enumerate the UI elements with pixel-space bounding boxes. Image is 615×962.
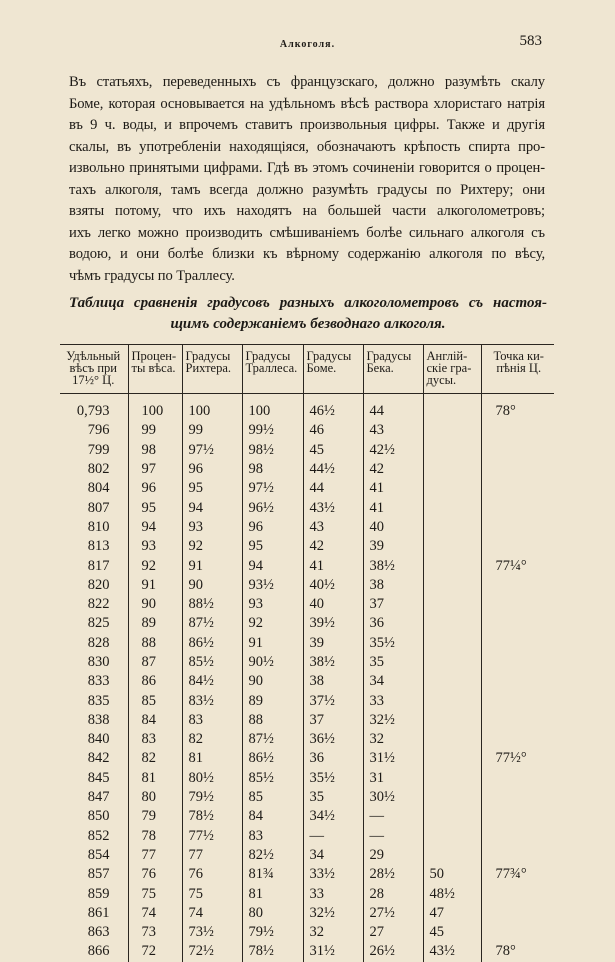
cell-baume: 43 <box>303 518 363 537</box>
cell-baume: 46 <box>303 421 363 440</box>
table-row <box>60 807 554 826</box>
cell-english <box>423 711 481 730</box>
cell-english <box>423 827 481 846</box>
table-row <box>60 711 554 730</box>
cell-tralles: 82½ <box>242 846 303 865</box>
cell-baume: 44 <box>303 479 363 498</box>
cell-beck: 44 <box>363 394 423 422</box>
table-row <box>60 653 554 672</box>
cell-beck: 37 <box>363 595 423 614</box>
paragraph-line: извольно принятыми цифрами. Гдѣ въ этомъ сочиненіи говорится о процен- <box>69 160 545 176</box>
paragraph-line: скалы, въ употребленіи находящіяся, обозначаютъ крѣпость спирта про- <box>69 138 545 155</box>
cell-percent: 99 <box>128 421 182 440</box>
cell-boiling-point: 77¼° <box>481 556 554 575</box>
cell-tralles: 89 <box>242 691 303 710</box>
cell-specific-gravity: 835 <box>87 692 110 709</box>
cell-boiling-point <box>481 441 554 460</box>
cell-english <box>423 672 481 691</box>
cell-richter: 87½ <box>182 614 242 633</box>
cell-specific-gravity: 842 <box>87 750 110 767</box>
cell-tralles: 78½ <box>242 942 303 961</box>
header-beck: Градусы Бека. <box>363 345 423 394</box>
cell-baume: 44½ <box>303 460 363 479</box>
cell-specific-gravity: 804 <box>87 480 110 497</box>
table-header-row <box>60 345 554 394</box>
table-row <box>60 730 554 749</box>
cell-beck: 36 <box>363 614 423 633</box>
cell-baume: 37 <box>303 711 363 730</box>
cell-tralles: 99½ <box>242 421 303 440</box>
cell-percent: 90 <box>128 595 182 614</box>
cell-beck: 29 <box>363 846 423 865</box>
cell-tralles: 88 <box>242 711 303 730</box>
cell-percent: 93 <box>128 537 182 556</box>
cell-boiling-point: 77¾° <box>481 865 554 884</box>
cell-tralles: 96 <box>242 518 303 537</box>
cell-specific-gravity: 854 <box>87 846 110 863</box>
table-row <box>60 441 554 460</box>
cell-boiling-point <box>481 479 554 498</box>
cell-baume: 35½ <box>303 769 363 788</box>
table-row <box>60 518 554 537</box>
cell-boiling-point <box>481 923 554 942</box>
header-tralles: Градусы Траллеса. <box>242 345 303 394</box>
running-title: Алкоголя. <box>279 39 336 50</box>
cell-specific-gravity: 850 <box>87 808 110 825</box>
cell-english <box>423 479 481 498</box>
cell-tralles: 84 <box>242 807 303 826</box>
table-row <box>60 904 554 923</box>
cell-baume: 39½ <box>303 614 363 633</box>
cell-baume: 36½ <box>303 730 363 749</box>
cell-english <box>423 749 481 768</box>
cell-baume: 34½ <box>303 807 363 826</box>
cell-beck: 32½ <box>363 711 423 730</box>
cell-beck: 41 <box>363 498 423 517</box>
paragraph-line: взяты потому, что ихъ находятъ на большей части алкоголометровъ; <box>69 203 545 219</box>
cell-beck: 28 <box>363 884 423 903</box>
cell-percent: 94 <box>128 518 182 537</box>
cell-specific-gravity: 799 <box>87 441 110 458</box>
caption-line-2: щимъ содержаніемъ безводнаго алкоголя. <box>170 316 446 332</box>
cell-boiling-point <box>481 672 554 691</box>
cell-english <box>423 537 481 556</box>
cell-percent: 97 <box>128 460 182 479</box>
cell-specific-gravity: 0,793 <box>76 403 110 420</box>
cell-specific-gravity: 847 <box>87 789 110 806</box>
table-row <box>60 595 554 614</box>
cell-specific-gravity: 838 <box>87 711 110 728</box>
cell-beck: 39 <box>363 537 423 556</box>
cell-specific-gravity: 807 <box>87 499 110 516</box>
cell-boiling-point <box>481 807 554 826</box>
cell-beck: 40 <box>363 518 423 537</box>
cell-english <box>423 691 481 710</box>
cell-specific-gravity: 822 <box>87 596 110 613</box>
cell-baume: 32½ <box>303 904 363 923</box>
cell-percent: 74 <box>128 904 182 923</box>
cell-percent: 89 <box>128 614 182 633</box>
cell-boiling-point <box>481 634 554 653</box>
cell-richter: 95 <box>182 479 242 498</box>
paragraph-line: Боме, которая основывается на удѣльномъ вѣсѣ раствора хлористаго натрія <box>69 95 545 112</box>
cell-beck: 33 <box>363 691 423 710</box>
cell-tralles: 80 <box>242 904 303 923</box>
cell-english <box>423 807 481 826</box>
cell-english <box>423 576 481 595</box>
table-row <box>60 479 554 498</box>
cell-baume: 40 <box>303 595 363 614</box>
cell-richter: 88½ <box>182 595 242 614</box>
cell-tralles: 83 <box>242 827 303 846</box>
table-row <box>60 827 554 846</box>
cell-boiling-point <box>481 827 554 846</box>
cell-boiling-point <box>481 421 554 440</box>
cell-beck: 32 <box>363 730 423 749</box>
cell-specific-gravity: 828 <box>87 634 110 651</box>
cell-specific-gravity: 810 <box>87 518 110 535</box>
cell-baume: 35 <box>303 788 363 807</box>
cell-richter: 93 <box>182 518 242 537</box>
cell-specific-gravity: 817 <box>87 557 110 574</box>
cell-tralles: 98 <box>242 460 303 479</box>
cell-specific-gravity: 802 <box>87 461 110 478</box>
cell-richter: 99 <box>182 421 242 440</box>
cell-baume: 36 <box>303 749 363 768</box>
cell-baume: 37½ <box>303 691 363 710</box>
table-row <box>60 614 554 633</box>
cell-english: 47 <box>423 904 481 923</box>
cell-richter: 96 <box>182 460 242 479</box>
cell-richter: 74 <box>182 904 242 923</box>
cell-percent: 91 <box>128 576 182 595</box>
paragraph-line: ихъ легко можно производить смѣшиваніемъ болѣе сильнаго алкоголя съ <box>69 224 545 241</box>
table-row <box>60 846 554 865</box>
cell-tralles: 90½ <box>242 653 303 672</box>
cell-percent: 86 <box>128 672 182 691</box>
cell-percent: 87 <box>128 653 182 672</box>
cell-richter: 90 <box>182 576 242 595</box>
cell-tralles: 81¾ <box>242 865 303 884</box>
cell-boiling-point <box>481 769 554 788</box>
cell-beck: 35½ <box>363 634 423 653</box>
cell-richter: 80½ <box>182 769 242 788</box>
cell-english <box>423 653 481 672</box>
cell-percent: 84 <box>128 711 182 730</box>
body-paragraph <box>69 72 545 287</box>
cell-tralles: 87½ <box>242 730 303 749</box>
cell-tralles: 91 <box>242 634 303 653</box>
cell-baume: 39 <box>303 634 363 653</box>
paragraph-line: въ 9 ч. воды, и впрочемъ ставитъ произвольныя цифры. Также и другія <box>69 117 545 133</box>
cell-richter: 100 <box>182 394 242 422</box>
table-row <box>60 634 554 653</box>
cell-percent: 95 <box>128 498 182 517</box>
table-row <box>60 691 554 710</box>
cell-english: 45 <box>423 923 481 942</box>
cell-tralles: 90 <box>242 672 303 691</box>
cell-specific-gravity: 796 <box>87 422 110 439</box>
cell-baume: 33 <box>303 884 363 903</box>
cell-percent: 73 <box>128 923 182 942</box>
paragraph-line: Въ статьяхъ, переведенныхъ съ французскаго, должно разумѣть скалу <box>69 74 545 90</box>
cell-beck: 27 <box>363 923 423 942</box>
cell-tralles: 100 <box>242 394 303 422</box>
cell-specific-gravity: 859 <box>87 885 110 902</box>
header-richter: Градусы Рихтера. <box>182 345 242 394</box>
cell-beck: 43 <box>363 421 423 440</box>
cell-beck: 27½ <box>363 904 423 923</box>
cell-boiling-point <box>481 595 554 614</box>
table-row <box>60 537 554 556</box>
cell-richter: 91 <box>182 556 242 575</box>
table-row <box>60 394 554 422</box>
cell-boiling-point <box>481 460 554 479</box>
cell-richter: 79½ <box>182 788 242 807</box>
header-percent-by-weight: Процен-ты вѣса. <box>128 345 182 394</box>
paragraph-line: водою, и они болѣе близки къ вѣрному содержанію алкоголя по вѣсу, <box>69 246 545 262</box>
cell-baume: 40½ <box>303 576 363 595</box>
cell-percent: 100 <box>128 394 182 422</box>
cell-tralles: 93½ <box>242 576 303 595</box>
cell-percent: 79 <box>128 807 182 826</box>
cell-richter: 76 <box>182 865 242 884</box>
cell-boiling-point <box>481 730 554 749</box>
cell-richter: 94 <box>182 498 242 517</box>
cell-english <box>423 634 481 653</box>
cell-richter: 84½ <box>182 672 242 691</box>
cell-beck: 26½ <box>363 942 423 961</box>
cell-tralles: 92 <box>242 614 303 633</box>
cell-english <box>423 846 481 865</box>
table-row <box>60 942 554 961</box>
cell-richter: 83 <box>182 711 242 730</box>
cell-richter: 85½ <box>182 653 242 672</box>
cell-english: 43½ <box>423 942 481 961</box>
cell-english <box>423 614 481 633</box>
cell-specific-gravity: 813 <box>87 538 110 555</box>
table-row <box>60 769 554 788</box>
cell-baume: 41 <box>303 556 363 575</box>
cell-boiling-point <box>481 498 554 517</box>
cell-baume: 33½ <box>303 865 363 884</box>
cell-beck: 34 <box>363 672 423 691</box>
cell-english: 50 <box>423 865 481 884</box>
table-row <box>60 749 554 768</box>
cell-boiling-point <box>481 691 554 710</box>
cell-tralles: 79½ <box>242 923 303 942</box>
cell-boiling-point <box>481 711 554 730</box>
cell-baume: 38 <box>303 672 363 691</box>
cell-percent: 96 <box>128 479 182 498</box>
cell-percent: 78 <box>128 827 182 846</box>
cell-boiling-point <box>481 576 554 595</box>
cell-richter: 82 <box>182 730 242 749</box>
alcoholometer-table <box>60 344 554 962</box>
cell-richter: 86½ <box>182 634 242 653</box>
cell-percent: 80 <box>128 788 182 807</box>
cell-beck: 41 <box>363 479 423 498</box>
cell-tralles: 85 <box>242 788 303 807</box>
table-row <box>60 556 554 575</box>
cell-specific-gravity: 863 <box>87 924 110 941</box>
cell-boiling-point <box>481 653 554 672</box>
page-number: 583 <box>519 33 542 49</box>
cell-percent: 85 <box>128 691 182 710</box>
cell-boiling-point <box>481 846 554 865</box>
cell-percent: 88 <box>128 634 182 653</box>
table-row <box>60 421 554 440</box>
cell-baume: 43½ <box>303 498 363 517</box>
cell-richter: 72½ <box>182 942 242 961</box>
cell-beck: 28½ <box>363 865 423 884</box>
cell-english <box>423 730 481 749</box>
cell-baume: 34 <box>303 846 363 865</box>
table-row <box>60 672 554 691</box>
cell-beck: 31½ <box>363 749 423 768</box>
paragraph-line: тахъ алкоголя, тамъ всегда должно разумѣть градусы по Рихтеру; они <box>69 181 545 198</box>
cell-tralles: 94 <box>242 556 303 575</box>
header-baume: Градусы Боме. <box>303 345 363 394</box>
cell-tralles: 98½ <box>242 441 303 460</box>
cell-percent: 83 <box>128 730 182 749</box>
header-boiling-point: Точка ки-пѣнія Ц. <box>481 345 554 394</box>
cell-english <box>423 498 481 517</box>
cell-beck: — <box>363 827 423 846</box>
cell-boiling-point <box>481 904 554 923</box>
cell-specific-gravity: 830 <box>87 654 110 670</box>
cell-tralles: 81 <box>242 884 303 903</box>
cell-beck: 30½ <box>363 788 423 807</box>
cell-english <box>423 556 481 575</box>
cell-richter: 75 <box>182 884 242 903</box>
cell-boiling-point: 78° <box>481 394 554 422</box>
cell-specific-gravity: 840 <box>87 731 110 748</box>
cell-percent: 81 <box>128 769 182 788</box>
cell-percent: 98 <box>128 441 182 460</box>
cell-specific-gravity: 845 <box>87 769 110 786</box>
cell-baume: 45 <box>303 441 363 460</box>
cell-percent: 82 <box>128 749 182 768</box>
table-row <box>60 884 554 903</box>
table-row <box>60 865 554 884</box>
cell-english <box>423 394 481 422</box>
paragraph-line: чѣмъ градусы по Траллесу. <box>69 267 235 284</box>
table-caption <box>69 293 547 335</box>
table-row <box>60 788 554 807</box>
cell-percent: 75 <box>128 884 182 903</box>
cell-percent: 76 <box>128 865 182 884</box>
cell-boiling-point <box>481 788 554 807</box>
cell-beck: 35 <box>363 653 423 672</box>
cell-specific-gravity: 852 <box>87 827 110 844</box>
page-header <box>0 33 615 53</box>
cell-percent: 92 <box>128 556 182 575</box>
cell-english <box>423 788 481 807</box>
cell-specific-gravity: 857 <box>87 866 110 883</box>
cell-tralles: 96½ <box>242 498 303 517</box>
cell-specific-gravity: 825 <box>87 615 110 632</box>
cell-baume: 38½ <box>303 653 363 672</box>
cell-richter: 78½ <box>182 807 242 826</box>
cell-boiling-point: 78° <box>481 942 554 961</box>
cell-boiling-point <box>481 537 554 556</box>
cell-specific-gravity: 861 <box>87 904 110 921</box>
cell-tralles: 85½ <box>242 769 303 788</box>
cell-specific-gravity: 833 <box>87 673 110 690</box>
cell-boiling-point <box>481 884 554 903</box>
table-row <box>60 498 554 517</box>
cell-richter: 97½ <box>182 441 242 460</box>
cell-beck: 42½ <box>363 441 423 460</box>
cell-baume: — <box>303 827 363 846</box>
cell-english <box>423 460 481 479</box>
cell-richter: 77½ <box>182 827 242 846</box>
cell-specific-gravity: 820 <box>87 576 110 593</box>
cell-tralles: 95 <box>242 537 303 556</box>
cell-richter: 83½ <box>182 691 242 710</box>
table-row <box>60 576 554 595</box>
cell-richter: 73½ <box>182 923 242 942</box>
cell-tralles: 93 <box>242 595 303 614</box>
cell-english <box>423 595 481 614</box>
cell-percent: 77 <box>128 846 182 865</box>
table-row <box>60 460 554 479</box>
cell-beck: 42 <box>363 460 423 479</box>
cell-beck: 31 <box>363 769 423 788</box>
cell-boiling-point: 77½° <box>481 749 554 768</box>
cell-richter: 92 <box>182 537 242 556</box>
cell-boiling-point <box>481 614 554 633</box>
caption-line-1: Таблица сравненія градусовъ разныхъ алкоголометровъ съ настоя- <box>69 295 547 311</box>
table-row <box>60 923 554 942</box>
cell-specific-gravity: 866 <box>87 943 110 960</box>
cell-english: 48½ <box>423 884 481 903</box>
cell-richter: 81 <box>182 749 242 768</box>
header-english: Англій-скіе гра-дусы. <box>423 345 481 394</box>
table-body <box>60 394 554 962</box>
cell-baume: 32 <box>303 923 363 942</box>
cell-english <box>423 441 481 460</box>
cell-english <box>423 421 481 440</box>
cell-baume: 42 <box>303 537 363 556</box>
cell-boiling-point <box>481 518 554 537</box>
cell-richter: 77 <box>182 846 242 865</box>
cell-baume: 46½ <box>303 394 363 422</box>
cell-beck: — <box>363 807 423 826</box>
cell-percent: 72 <box>128 942 182 961</box>
cell-tralles: 86½ <box>242 749 303 768</box>
cell-english <box>423 518 481 537</box>
cell-baume: 31½ <box>303 942 363 961</box>
cell-tralles: 97½ <box>242 479 303 498</box>
cell-english <box>423 769 481 788</box>
cell-beck: 38½ <box>363 556 423 575</box>
header-specific-gravity: Удѣльный вѣсъ при 17½° Ц. <box>60 345 128 394</box>
cell-beck: 38 <box>363 576 423 595</box>
